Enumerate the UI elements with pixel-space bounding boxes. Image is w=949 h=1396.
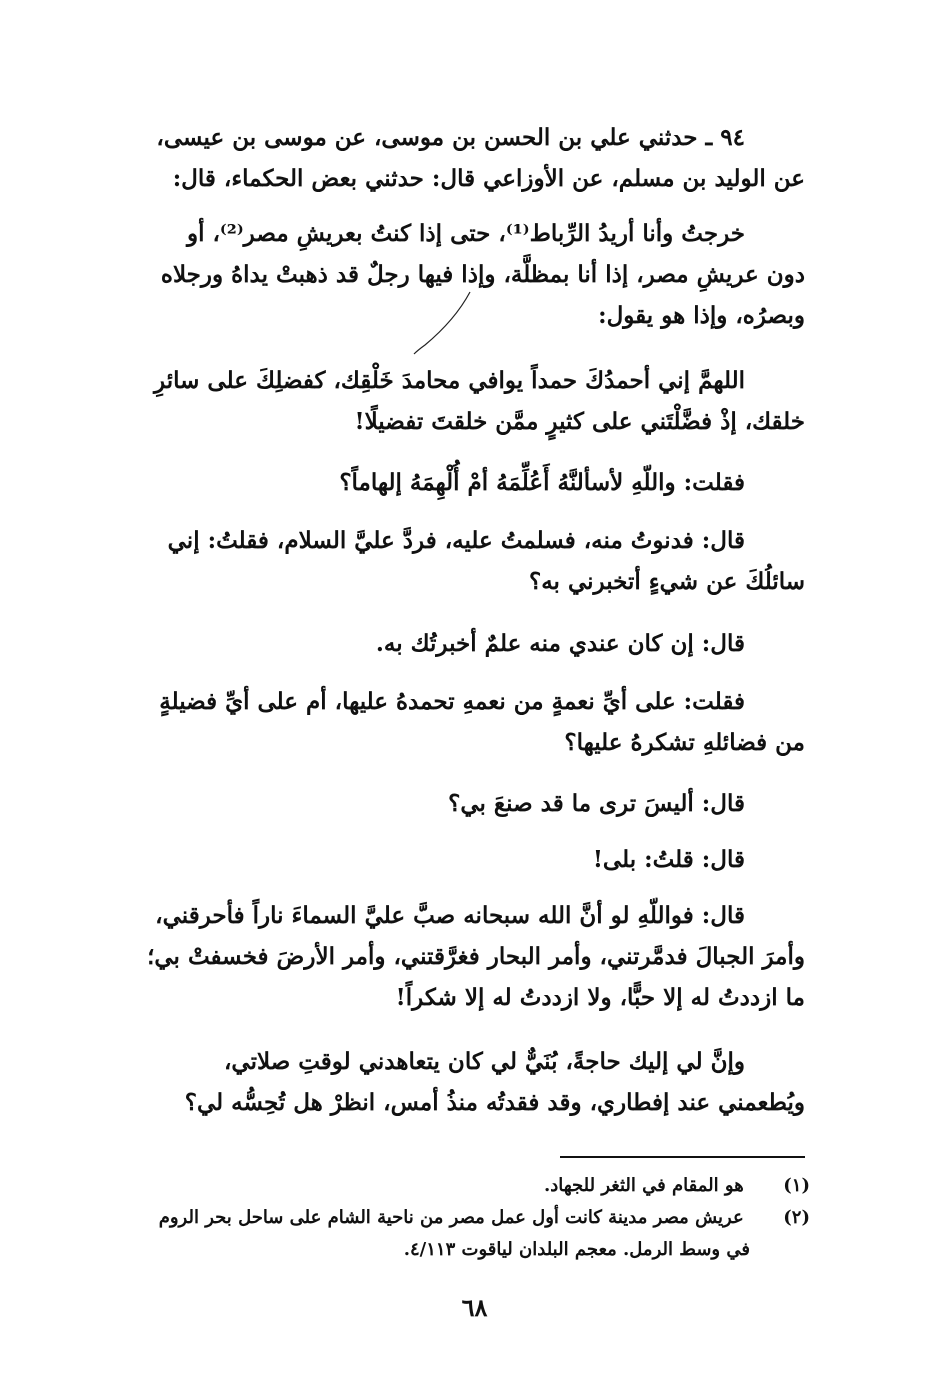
text-line: قال: فدنوتُ منه، فسلمتُ عليه، فردَّ عليَّ السلام، فقلتُ: إني: [167, 527, 745, 554]
footnote-marker: (١): [783, 1175, 810, 1196]
text-line: قال: أليسَ ترى ما قد صنعَ بي؟: [448, 790, 745, 817]
paragraph-hadith-94: [105, 117, 805, 199]
paragraph-prayer: [105, 360, 805, 442]
footnote-2: [100, 1202, 810, 1234]
text-line: قال: إن كان عندي منه علمٌ أخبرتُك به.: [375, 630, 745, 657]
text-line: وأمرَ الجبالَ فدمَّرتني، وأمر البحار فغرَّقتني، وأمر الأرضَ فخسفتْ بي؛: [147, 943, 805, 970]
footnote-text: عريش مصر مدينة كانت أول عمل مصر من ناحية الشام على ساحل بحر الروم: [158, 1207, 744, 1228]
text-line: دون عريشِ مصر، إذا أنا بمظلَّة، وإذا فيها رجلٌ قد ذهبتْ يداهُ ورجلاه: [160, 261, 805, 288]
text-line: خلقك، إذْ فضَّلْتَني على كثيرٍ ممَّن خلقتَ تفضيلًا!: [354, 408, 805, 435]
paragraph-gratitude: [105, 895, 805, 1018]
text-line: عن الوليد بن مسلم، عن الأوزاعي قال: حدثني بعض الحكماء، قال:: [172, 165, 805, 192]
footnote-text: هو المقام في الثغر للجهاد.: [543, 1175, 744, 1196]
footnote-1: [100, 1170, 810, 1202]
paragraph-affirm: [105, 839, 805, 880]
text-line: فقلت: واللّهِ لأسألنَّهُ أَعُلِّمَهُ أمْ أُلْهِمَهُ إلهاماً؟: [339, 469, 745, 496]
footnote-marker: (٢): [783, 1207, 810, 1228]
text-line: قال: فواللّهِ لو أنَّ الله سبحانه صبَّ عليَّ السماءَ ناراً فأحرقني،: [155, 902, 745, 929]
paragraph-request: [105, 1041, 805, 1123]
text-line: قال: قلتُ: بلى!: [592, 846, 745, 873]
text-line: ويُطعمني عند إفطاري، وقد فقدتُه منذُ أمس، انظرْ هل تُحِسُّه لي؟: [184, 1089, 805, 1116]
text-line: اللهمَّ إني أحمدُكَ حمداً يوافي محامدَ خَلْقِك، كفضلِكَ على سائرِ: [154, 367, 745, 394]
footnote-separator: [560, 1156, 805, 1158]
text-line: خرجتُ وأنا أريدُ الرِّباط⁽¹⁾، حتى إذا كنتُ بعريشِ مصر⁽²⁾، أو: [186, 220, 745, 247]
text-line: ما ازددتُ له إلا حبًّا، ولا ازددتُ له إلا شكراً!: [395, 984, 805, 1011]
text-line: سائلُكَ عن شيءٍ أتخبرني به؟: [529, 568, 805, 595]
text-line: وإنَّ لي إليك حاجةً، بُنَيٌّ لي كان يتعاهدني لوقتِ صلاتي،: [223, 1048, 745, 1075]
text-line: من فضائلهِ تشكرهُ عليها؟: [564, 729, 805, 756]
paragraph-question: [105, 462, 805, 503]
paragraph-narrative: [105, 213, 805, 336]
footnote-2-continuation: في وسط الرمل. معجم البلدان لياقوت ٤/١١٣.: [403, 1239, 750, 1260]
paragraph-answer: [105, 783, 805, 824]
footnotes: [100, 1170, 810, 1266]
text-line: ٩٤ ـ حدثني علي بن الحسن بن موسى، عن موسى بن عيسى،: [156, 124, 745, 151]
paragraph-greeting: [105, 520, 805, 602]
text-line: وبصرُه، وإذا هو يقول:: [598, 302, 805, 329]
page-number: ٦٨: [461, 1293, 488, 1322]
text-line: فقلت: على أيِّ نعمةٍ من نعمهِ تحمدهُ عليها، أم على أيِّ فضيلةٍ: [159, 688, 745, 715]
paragraph-reply: [105, 623, 805, 664]
paragraph-ask: [105, 681, 805, 763]
